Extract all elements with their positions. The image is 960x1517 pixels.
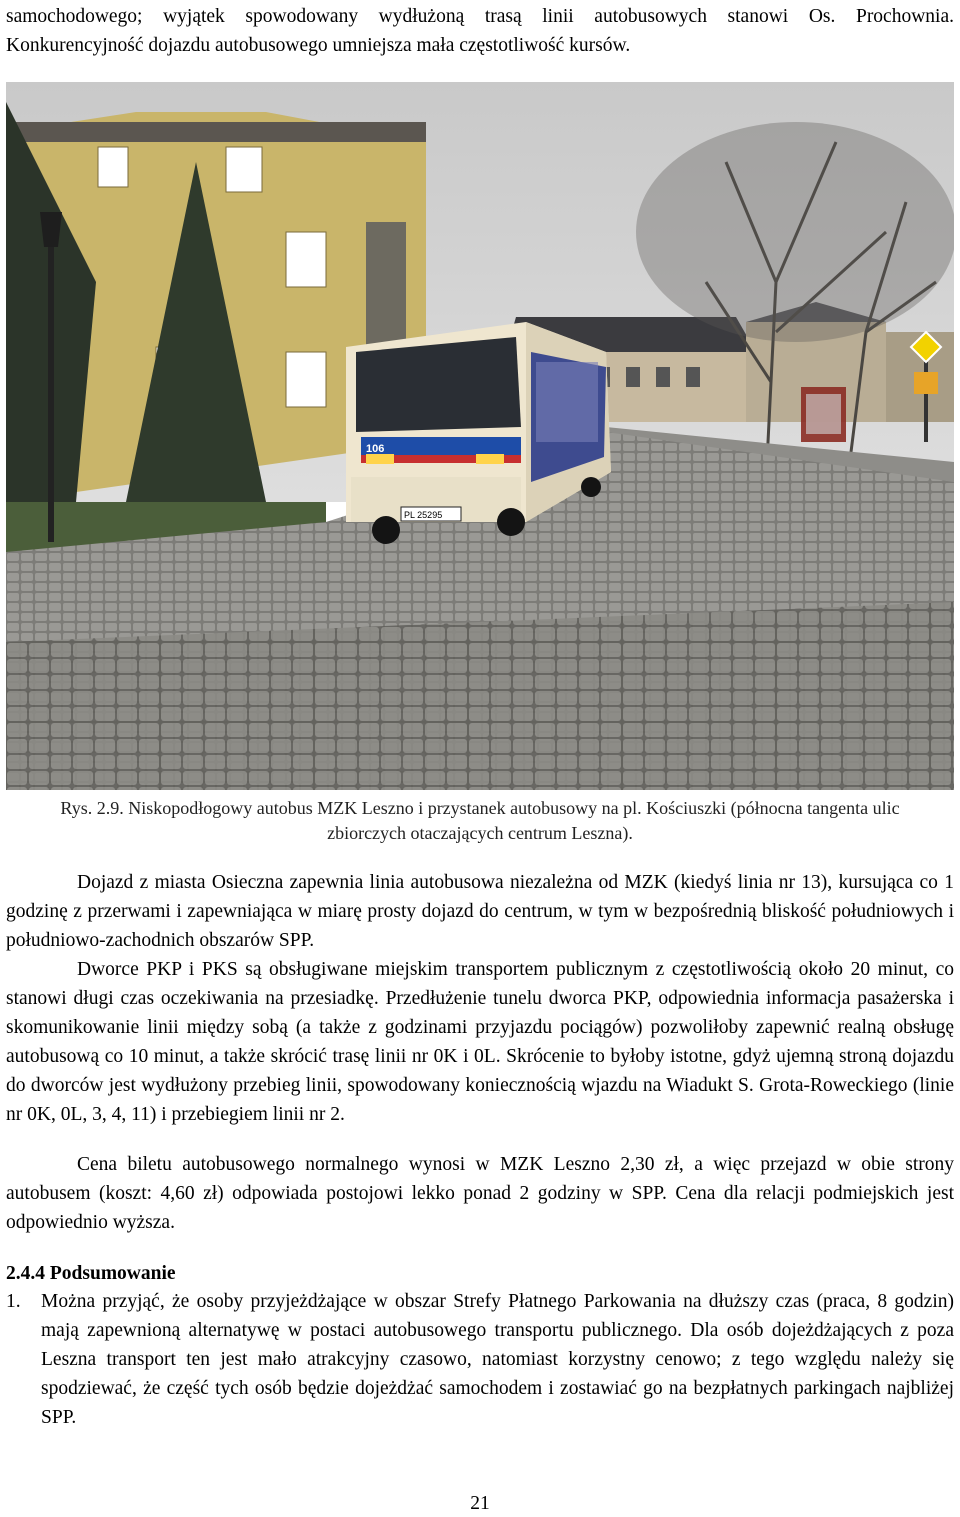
list-item-number: 1. [6, 1291, 21, 1312]
bus-stop-shelter [801, 387, 846, 442]
figure-caption-line-1: Rys. 2.9. Niskopodłogowy autobus MZK Leszno i przystanek autobusowy na pl. Kościuszki (północna tangenta ulic [60, 798, 900, 818]
paragraph-dworce: Dworce PKP i PKS są obsługiwane miejskim transportem publicznym z częstotliwością około 20 minut, co stanowi długi czas oczekiwania na przesiadkę. Przedłużenie tunelu dworca PKP, odpowiednia informacja pasażerska i skomunikowanie linii między sobą (a także z godzinami przyjazdu pociągów) pozwoliłoby zapewnić realną obsługę autobusową co 10 minut, a także skrócić trasę linii nr 0K i 0L. Skrócenie to byłoby istotne, gdyż ujemną stroną dojazdu do dworców jest wydłużony przebieg linii, spowodowany koniecznością wjazdu na Wiadukt S. Grota-Roweckiego (linie nr 0K, 0L, 3, 4, 11) i przebiegiem linii nr 2. [6, 959, 954, 1125]
figure-caption-line-2: zbiorczych otaczających centrum Leszna). [327, 823, 633, 843]
paragraph-cena-biletu: Cena biletu autobusowego normalnego wynosi w MZK Leszno 2,30 zł, a więc przejazd w obie strony autobusem (koszt: 4,60 zł) odpowiada postojowi lekko ponad 2 godziny w SPP. Cena dla relacji podmiejskich jest odpowiednio wyższa. [6, 1154, 954, 1233]
bus-plate: PL 25295 [404, 510, 443, 520]
bus-photo [6, 82, 954, 790]
page-number: 21 [470, 1493, 490, 1514]
list-item-text: Można przyjąć, że osoby przyjeżdżające w obszar Strefy Płatnego Parkowania na dłuższy czas (praca, 8 godzin) mają zapewnioną alternatywę w postaci autobusowego transportu publicznego. Dla osób dojeżdżających z poza Leszna transport ten jest mało atrakcyjny czasowo, natomiast korzystny cenowo; z tego względu należy się spodziewać, że część tych osób będzie dojeżdżać samochodem i zostawiać go na bezpłatnych parkingach najbliżej SPP. [41, 1291, 954, 1428]
bus-photo-illustration [6, 82, 954, 790]
paragraph-osieczna: Dojazd z miasta Osieczna zapewnia linia autobusowa niezależna od MZK (kiedyś linia nr 13), kursująca co 1 godzinę z przerwami i zapewniająca w miarę prosty dojazd do centrum, w tym w bezpośrednią bliskość południowych i południowo-zachodnich obszarów SPP. [6, 872, 954, 951]
bus-route-number: 106 [366, 443, 385, 455]
section-heading: 2.4.4 Podsumowanie [6, 1263, 176, 1284]
intro-paragraph: samochodowego; wyjątek spowodowany wydłużoną trasą linii autobusowych stanowi Os. Prochownia. Konkurencyjność dojazdu autobusowego umniejsza mała częstotliwość kursów. [6, 6, 954, 56]
